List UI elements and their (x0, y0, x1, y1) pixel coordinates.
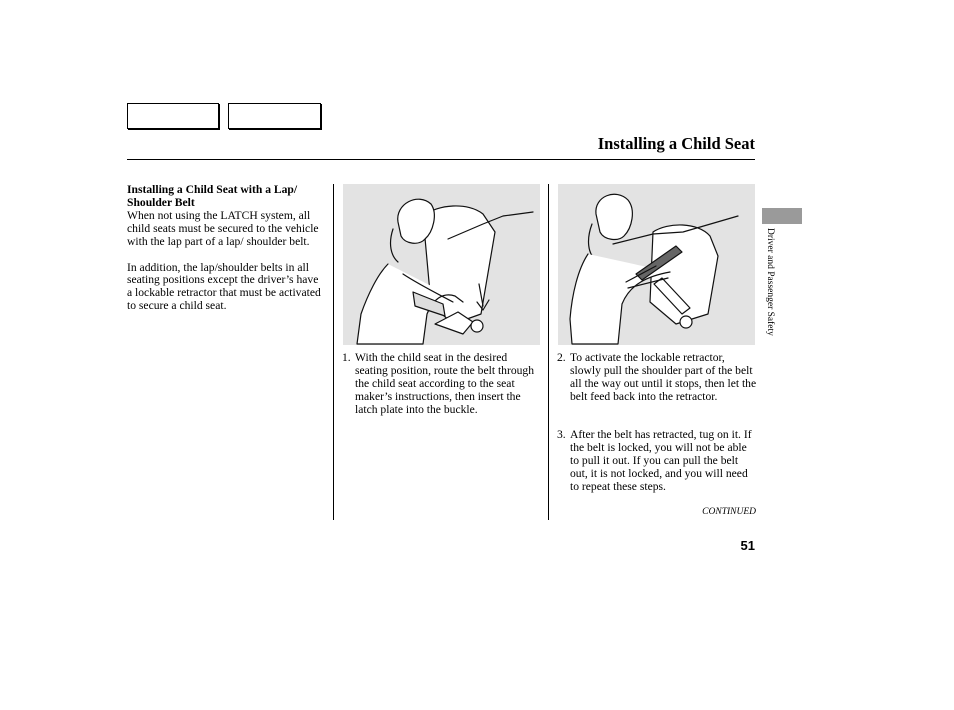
column-divider-2 (548, 184, 549, 520)
title-rule (127, 159, 755, 160)
section-tab-label: Driver and Passenger Safety (765, 228, 775, 336)
nav-button-2[interactable] (228, 103, 321, 129)
column-divider-1 (333, 184, 334, 520)
nav-button-1[interactable] (127, 103, 219, 129)
step-3 (557, 429, 757, 494)
page-number: 51 (740, 538, 755, 553)
continued-label: CONTINUED (702, 507, 756, 517)
step-text: With the child seat in the desired seating position, route the belt through the child seat according to the seat maker’s instructions, then insert the latch plate into the buckle. (355, 351, 535, 416)
step-text: To activate the lockable retractor, slowly pull the shoulder part of the belt all the way out until it stops, then let the belt feed back into the retractor. (570, 351, 757, 403)
step-1 (342, 352, 542, 417)
illustration-route-belt (343, 184, 540, 345)
illustration-lock-retractor (558, 184, 755, 345)
step-number: 3. (557, 428, 566, 441)
section-subheading: Installing a Child Seat with a Lap/ Shoulder Belt (127, 183, 298, 209)
step-text: After the belt has retracted, tug on it. If the belt is locked, you will not be able to pull it out. If you can pull the belt out, it is not locked, and you will need to repeat these steps. (570, 428, 752, 493)
step-number: 1. (342, 351, 351, 364)
intro-paragraph-2: In addition, the lap/shoulder belts in all seating positions except the driver’s have a lockable retractor that must be activated to secure a child seat. (127, 260, 321, 313)
page-title: Installing a Child Seat (597, 134, 755, 153)
lock-retractor-illustration (558, 184, 755, 345)
step-2 (557, 352, 757, 404)
route-belt-illustration (343, 184, 540, 345)
intro-column (127, 184, 325, 326)
step-number: 2. (557, 351, 566, 364)
intro-paragraph-1: When not using the LATCH system, all child seats must be secured to the vehicle with the lap part of a lap/ shoulder belt. (127, 208, 319, 248)
section-tab[interactable] (762, 208, 802, 224)
